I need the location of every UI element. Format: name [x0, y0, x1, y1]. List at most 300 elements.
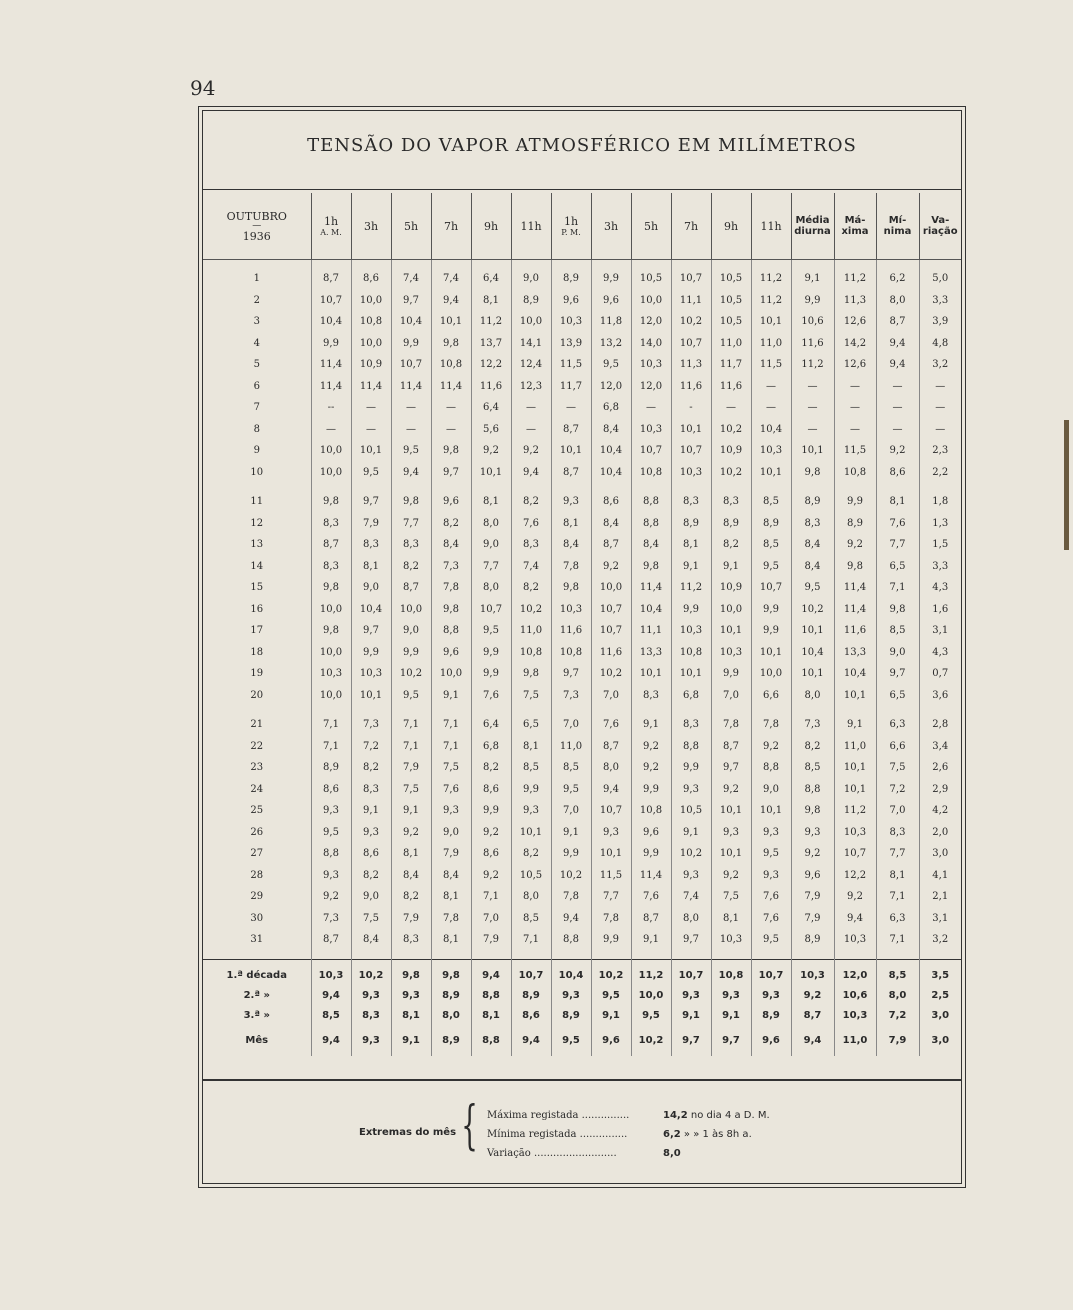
value-cell: 10,1 — [751, 642, 791, 664]
table-body — [203, 260, 961, 1056]
value-cell: 9,9 — [591, 268, 631, 290]
value-cell: 9,7 — [711, 757, 751, 779]
summary-value: 9,5 — [591, 986, 631, 1006]
value-cell: 8,3 — [711, 491, 751, 513]
value-cell: 11,8 — [591, 311, 631, 333]
value-cell: 9,1 — [671, 822, 711, 844]
value-cell: 5,0 — [919, 268, 961, 290]
max-label: Máxima registada — [487, 1110, 579, 1121]
value-cell: 9,2 — [751, 736, 791, 758]
summary-value: 9,1 — [591, 1006, 631, 1026]
value-cell: 10,1 — [711, 800, 751, 822]
min-row — [487, 1129, 627, 1140]
hour-label: 11h — [520, 219, 542, 233]
day-number: 22 — [250, 740, 264, 752]
value-cell: 9,4 — [511, 462, 551, 484]
maxima-header: Má- xima — [834, 193, 876, 260]
day-number: 19 — [250, 668, 264, 680]
spacer-row — [203, 951, 961, 960]
value-cell: 7,7 — [591, 886, 631, 908]
value-cell: 6,5 — [876, 556, 919, 578]
var-row — [487, 1148, 617, 1159]
summary-value: 8,5 — [876, 959, 919, 986]
value-cell: 9,0 — [431, 822, 471, 844]
value-cell: 10,9 — [711, 440, 751, 462]
value-cell: 8,1 — [351, 556, 391, 578]
value-cell: 11,2 — [671, 577, 711, 599]
value-cell: 10,3 — [671, 462, 711, 484]
day-number: 3 — [253, 316, 260, 328]
day-number: 9 — [253, 445, 260, 457]
value-cell: 9,6 — [591, 290, 631, 312]
value-cell: 7,9 — [351, 513, 391, 535]
value-cell: 11,6 — [791, 333, 834, 355]
day-number: 5 — [253, 359, 260, 371]
value-cell: 9,8 — [876, 599, 919, 621]
value-cell: 9,7 — [671, 929, 711, 951]
value-cell: 11,6 — [834, 620, 876, 642]
hour-header — [591, 193, 631, 260]
value-cell: 10,1 — [511, 822, 551, 844]
hour-label: 7h — [443, 219, 459, 233]
value-cell: 7,7 — [876, 534, 919, 556]
value-cell: 11,0 — [551, 736, 591, 758]
value-cell: 7,0 — [551, 800, 591, 822]
value-cell: 9,3 — [671, 865, 711, 887]
value-cell: 9,3 — [431, 800, 471, 822]
value-cell: 11,0 — [511, 620, 551, 642]
value-cell: 10,3 — [551, 311, 591, 333]
value-cell: 9,2 — [711, 779, 751, 801]
value-cell: 7,6 — [431, 779, 471, 801]
summary-value: 8,1 — [471, 1006, 511, 1026]
day-number: 21 — [250, 719, 264, 731]
value-cell: 9,1 — [351, 800, 391, 822]
value-cell: 9,0 — [351, 886, 391, 908]
value-cell: — — [876, 419, 919, 441]
value-cell: 11,4 — [631, 577, 671, 599]
summary-value: 10,2 — [631, 1026, 671, 1056]
value-cell: 8,7 — [591, 534, 631, 556]
min-label: Mínima registada — [487, 1129, 577, 1140]
value-cell: 10,3 — [551, 599, 591, 621]
value-cell: 10,1 — [431, 311, 471, 333]
day-number: 6 — [253, 380, 260, 392]
value-cell: 7,5 — [351, 908, 391, 930]
value-cell: 8,9 — [311, 757, 351, 779]
summary-value: 7,9 — [876, 1026, 919, 1056]
value-cell: 8,3 — [351, 534, 391, 556]
summary-value: 9,3 — [351, 1026, 391, 1056]
day-number: 31 — [250, 934, 264, 946]
value-cell: — — [751, 376, 791, 398]
value-cell: 8,4 — [551, 534, 591, 556]
summary-value: 10,6 — [834, 986, 876, 1006]
summary-value: 9,7 — [671, 1026, 711, 1056]
summary-value: 10,0 — [631, 986, 671, 1006]
value-cell: 11,1 — [631, 620, 671, 642]
value-cell: 8,0 — [791, 685, 834, 707]
day-row — [203, 290, 961, 312]
month-label: OUTUBRO — [226, 209, 287, 223]
value-cell: 7,6 — [631, 886, 671, 908]
value-cell: 11,1 — [671, 290, 711, 312]
value-cell: 11,3 — [834, 290, 876, 312]
value-cell: 9,8 — [431, 440, 471, 462]
summary-value: 11,0 — [834, 1026, 876, 1056]
value-cell: 6,3 — [876, 908, 919, 930]
value-cell: 9,5 — [751, 843, 791, 865]
value-cell: -- — [311, 397, 351, 419]
value-cell: — — [919, 376, 961, 398]
value-cell: 10,1 — [351, 440, 391, 462]
value-cell: 8,3 — [791, 513, 834, 535]
hour-label: 9h — [483, 219, 499, 233]
value-cell: 9,8 — [791, 462, 834, 484]
value-cell: 8,7 — [551, 419, 591, 441]
value-cell: 8,1 — [711, 908, 751, 930]
value-cell: 7,8 — [591, 908, 631, 930]
value-cell: 9,8 — [431, 333, 471, 355]
value-cell: 8,3 — [311, 513, 351, 535]
summary-value: 7,2 — [876, 1006, 919, 1026]
value-cell: 8,0 — [471, 577, 511, 599]
value-cell: 9,2 — [511, 440, 551, 462]
value-cell: 9,4 — [431, 290, 471, 312]
day-number: 16 — [250, 603, 264, 615]
value-cell: 9,8 — [551, 577, 591, 599]
summary-value: 8,3 — [351, 1006, 391, 1026]
value-cell: 8,9 — [711, 513, 751, 535]
summary-value: 9,3 — [351, 986, 391, 1006]
value-cell: 7,5 — [391, 779, 431, 801]
value-cell: 8,6 — [311, 779, 351, 801]
value-cell: 9,4 — [876, 333, 919, 355]
value-cell: 1,5 — [919, 534, 961, 556]
value-cell: 7,6 — [511, 513, 551, 535]
value-cell: 8,2 — [791, 736, 834, 758]
value-cell: 10,1 — [751, 311, 791, 333]
value-cell: 7,1 — [471, 886, 511, 908]
value-cell: 7,8 — [431, 908, 471, 930]
value-cell: 9,3 — [711, 822, 751, 844]
value-cell: 7,3 — [311, 908, 351, 930]
value-cell: 10,2 — [511, 599, 551, 621]
value-cell: 10,1 — [791, 663, 834, 685]
value-cell: 10,0 — [431, 663, 471, 685]
value-cell: 11,4 — [391, 376, 431, 398]
value-cell: 10,5 — [711, 311, 751, 333]
value-cell: 7,6 — [751, 908, 791, 930]
day-number: 20 — [250, 689, 264, 701]
extremes-brace: { — [461, 1096, 478, 1156]
summary-label: 2.ª » — [243, 990, 270, 1001]
value-cell: 7,3 — [551, 685, 591, 707]
value-cell: 9,1 — [791, 268, 834, 290]
value-cell: 10,5 — [711, 290, 751, 312]
value-cell: — — [791, 376, 834, 398]
value-cell: 7,9 — [391, 908, 431, 930]
value-cell: 8,3 — [671, 714, 711, 736]
value-cell: 8,2 — [511, 577, 551, 599]
summary-value: 10,2 — [591, 959, 631, 986]
summary-value: 9,8 — [391, 959, 431, 986]
value-cell: 10,2 — [591, 663, 631, 685]
value-cell: 1,8 — [919, 491, 961, 513]
value-cell: 9,7 — [351, 491, 391, 513]
value-cell: 10,1 — [551, 440, 591, 462]
value-cell: 7,6 — [876, 513, 919, 535]
value-cell: 6,4 — [471, 268, 511, 290]
value-cell: 8,0 — [511, 886, 551, 908]
value-cell: 8,8 — [751, 757, 791, 779]
value-cell: 9,9 — [391, 333, 431, 355]
min-note: » » 1 às 8h a. — [683, 1129, 752, 1140]
value-cell: 7,1 — [391, 714, 431, 736]
value-cell: 8,8 — [671, 736, 711, 758]
value-cell: — — [391, 397, 431, 419]
value-cell: 11,0 — [711, 333, 751, 355]
day-row — [203, 376, 961, 398]
value-cell: 9,7 — [431, 462, 471, 484]
day-number: 25 — [250, 805, 264, 817]
value-cell: 8,0 — [876, 290, 919, 312]
bottom-divider — [203, 1079, 961, 1081]
value-cell: 8,3 — [876, 822, 919, 844]
value-cell: 9,1 — [391, 800, 431, 822]
page-number: 94 — [190, 76, 216, 100]
value-cell: 9,5 — [351, 462, 391, 484]
value-cell: 11,4 — [311, 376, 351, 398]
period-label: A. M. — [320, 228, 342, 237]
value-cell: 7,7 — [471, 556, 511, 578]
value-cell: 10,3 — [631, 419, 671, 441]
value-cell: 11,4 — [311, 354, 351, 376]
day-row — [203, 843, 961, 865]
value-cell: — — [834, 376, 876, 398]
summary-value: 2,5 — [919, 986, 961, 1006]
day-row — [203, 714, 961, 736]
hour-label: 5h — [403, 219, 419, 233]
value-cell: 10,8 — [834, 462, 876, 484]
value-cell: 3,9 — [919, 311, 961, 333]
value-cell: 10,7 — [591, 800, 631, 822]
value-cell: 9,7 — [391, 290, 431, 312]
value-cell: — — [311, 419, 351, 441]
value-cell: 10,0 — [511, 311, 551, 333]
value-cell: 10,8 — [631, 800, 671, 822]
summary-value: 8,9 — [511, 986, 551, 1006]
summary-value: 9,6 — [751, 1026, 791, 1056]
day-row — [203, 556, 961, 578]
summary-value: 8,1 — [391, 1006, 431, 1026]
value-cell: 10,8 — [671, 642, 711, 664]
hour-header — [711, 193, 751, 260]
summary-value: 10,8 — [711, 959, 751, 986]
value-cell: 8,1 — [431, 886, 471, 908]
summary-value: 3,0 — [919, 1026, 961, 1056]
value-cell: 3,4 — [919, 736, 961, 758]
value-cell: 8,2 — [391, 886, 431, 908]
value-cell: 10,8 — [631, 462, 671, 484]
value-cell: 7,6 — [591, 714, 631, 736]
value-cell: 9,5 — [471, 620, 511, 642]
summary-value: 10,7 — [511, 959, 551, 986]
min-value-row — [663, 1129, 752, 1140]
value-cell: 10,0 — [351, 333, 391, 355]
value-cell: 6,2 — [876, 268, 919, 290]
value-cell: 10,2 — [671, 843, 711, 865]
value-cell: 9,2 — [876, 440, 919, 462]
value-cell: 10,0 — [311, 462, 351, 484]
hour-header — [311, 193, 351, 260]
value-cell: 10,4 — [751, 419, 791, 441]
value-cell: 2,1 — [919, 886, 961, 908]
value-cell: 8,6 — [471, 779, 511, 801]
value-cell: 2,0 — [919, 822, 961, 844]
value-cell: 9,0 — [876, 642, 919, 664]
day-row — [203, 800, 961, 822]
value-cell: 7,4 — [391, 268, 431, 290]
value-cell: 13,2 — [591, 333, 631, 355]
value-cell: 7,7 — [391, 513, 431, 535]
value-cell: 4,3 — [919, 577, 961, 599]
value-cell: 9,0 — [351, 577, 391, 599]
day-row — [203, 599, 961, 621]
value-cell: 7,1 — [876, 929, 919, 951]
value-cell: 9,1 — [431, 685, 471, 707]
summary-value: 10,3 — [311, 959, 351, 986]
value-cell: 7,9 — [391, 757, 431, 779]
summary-value: 10,7 — [751, 959, 791, 986]
value-cell: 9,2 — [471, 822, 511, 844]
day-number: 15 — [250, 582, 264, 594]
value-cell: 8,8 — [631, 491, 671, 513]
value-cell: 10,4 — [631, 599, 671, 621]
value-cell: 8,1 — [431, 929, 471, 951]
value-cell: 9,8 — [791, 800, 834, 822]
value-cell: 9,4 — [876, 354, 919, 376]
value-cell: 8,7 — [876, 311, 919, 333]
value-cell: 10,7 — [391, 354, 431, 376]
summary-value: 8,9 — [431, 1026, 471, 1056]
value-cell: 8,5 — [791, 757, 834, 779]
value-cell: 9,0 — [751, 779, 791, 801]
spacer-row — [203, 706, 961, 714]
summary-value: 9,1 — [391, 1026, 431, 1056]
value-cell: 7,8 — [431, 577, 471, 599]
value-cell: 7,0 — [876, 800, 919, 822]
value-cell: 8,3 — [391, 929, 431, 951]
value-cell: 7,2 — [876, 779, 919, 801]
value-cell: 12,6 — [834, 354, 876, 376]
value-cell: 10,8 — [351, 311, 391, 333]
value-cell: 8,1 — [876, 491, 919, 513]
value-cell: 10,2 — [671, 311, 711, 333]
value-cell: 10,4 — [834, 663, 876, 685]
value-cell: 8,3 — [311, 556, 351, 578]
value-cell: 9,9 — [631, 843, 671, 865]
hour-header — [631, 193, 671, 260]
summary-value: 9,3 — [391, 986, 431, 1006]
value-cell: 9,8 — [511, 663, 551, 685]
value-cell: 8,7 — [311, 268, 351, 290]
table-title: TENSÃO DO VAPOR ATMOSFÉRICO EM MILÍMETROS — [307, 135, 857, 156]
value-cell: 10,9 — [711, 577, 751, 599]
summary-value: 9,1 — [671, 1006, 711, 1026]
value-cell: 9,1 — [671, 556, 711, 578]
value-cell: 11,6 — [471, 376, 511, 398]
value-cell: 10,6 — [791, 311, 834, 333]
value-cell: 8,3 — [631, 685, 671, 707]
value-cell: 8,7 — [311, 534, 351, 556]
value-cell: 12,0 — [591, 376, 631, 398]
value-cell: 11,0 — [834, 736, 876, 758]
value-cell: 9,2 — [471, 865, 511, 887]
vapor-table — [203, 193, 961, 1056]
value-cell: 9,1 — [631, 714, 671, 736]
value-cell: 4,3 — [919, 642, 961, 664]
summary-value: 8,5 — [311, 1006, 351, 1026]
value-cell: 9,9 — [751, 620, 791, 642]
value-cell: 8,8 — [431, 620, 471, 642]
value-cell: 10,7 — [671, 333, 711, 355]
leader-dots: ............... — [578, 1110, 630, 1121]
value-cell: 0,7 — [919, 663, 961, 685]
value-cell: 9,0 — [391, 620, 431, 642]
value-cell: 10,5 — [711, 268, 751, 290]
summary-value: 12,0 — [834, 959, 876, 986]
day-row — [203, 908, 961, 930]
summary-label: Mês — [245, 1035, 269, 1046]
value-cell: — — [631, 397, 671, 419]
value-cell: 9,1 — [711, 556, 751, 578]
value-cell: 11,0 — [751, 333, 791, 355]
value-cell: 9,9 — [671, 599, 711, 621]
value-cell: 7,0 — [591, 685, 631, 707]
value-cell: 8,6 — [351, 268, 391, 290]
summary-row — [203, 1006, 961, 1026]
value-cell: 10,4 — [311, 311, 351, 333]
value-cell: — — [511, 419, 551, 441]
value-cell: 8,4 — [431, 865, 471, 887]
value-cell: 10,1 — [671, 663, 711, 685]
value-cell: 10,0 — [311, 599, 351, 621]
value-cell: 8,2 — [511, 491, 551, 513]
value-cell: 7,7 — [876, 843, 919, 865]
hour-label: 9h — [723, 219, 739, 233]
value-cell: 9,2 — [311, 886, 351, 908]
value-cell: 10,0 — [351, 290, 391, 312]
max-row — [487, 1110, 629, 1121]
value-cell: 10,7 — [591, 599, 631, 621]
value-cell: 8,3 — [391, 534, 431, 556]
day-number: 8 — [253, 423, 260, 435]
value-cell: 13,3 — [834, 642, 876, 664]
value-cell: — — [791, 397, 834, 419]
value-cell: 8,1 — [471, 491, 511, 513]
value-cell: 8,5 — [551, 757, 591, 779]
day-row — [203, 354, 961, 376]
value-cell: 9,5 — [751, 556, 791, 578]
summary-value: 10,3 — [834, 1006, 876, 1026]
value-cell: 9,9 — [391, 642, 431, 664]
day-row — [203, 865, 961, 887]
value-cell: 9,2 — [711, 865, 751, 887]
value-cell: 6,4 — [471, 714, 511, 736]
value-cell: — — [751, 397, 791, 419]
value-cell: 7,9 — [431, 843, 471, 865]
